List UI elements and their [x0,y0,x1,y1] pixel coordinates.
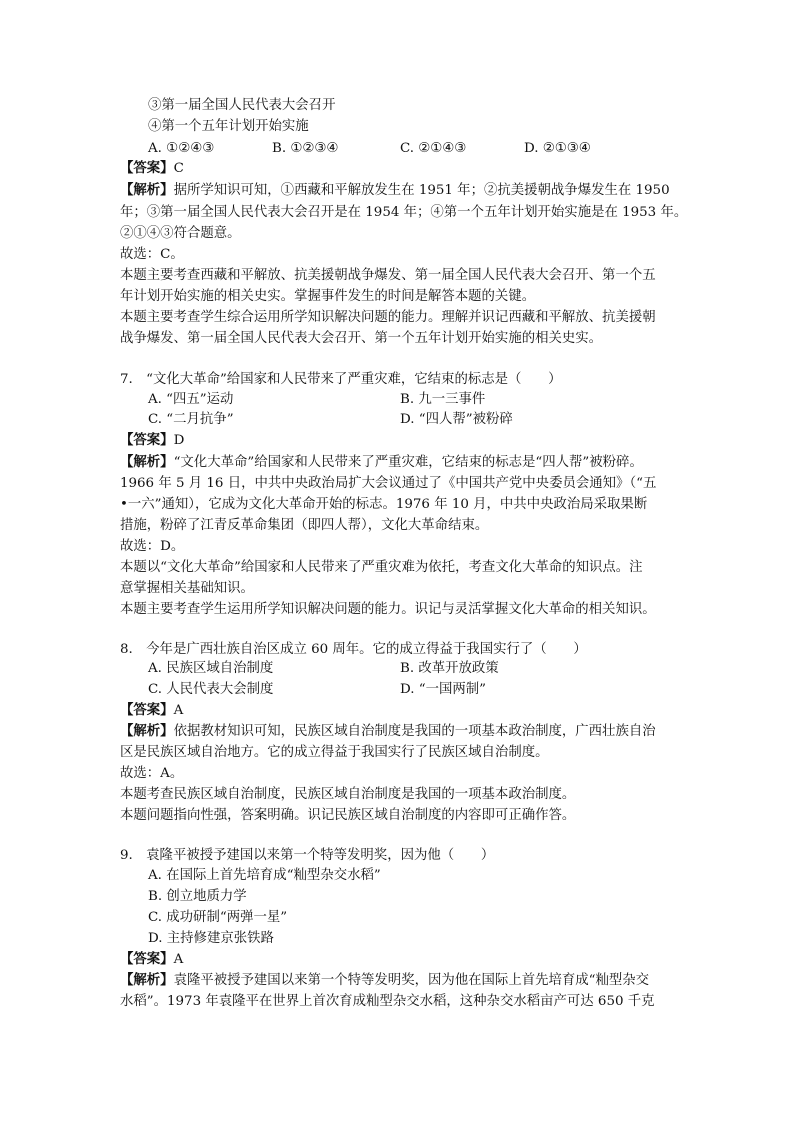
analysis-tag: 【解析】 [120,973,174,988]
q9-option-d: D. 主持修建京张铁路 [148,931,274,946]
analysis-tag: 【解析】 [120,183,174,198]
q7-answer: D [173,433,185,448]
q6-note-3: 本题主要考查学生综合运用所学知识解决问题的能力。理解并识记西藏和平解放、抗美援朝 [120,310,656,325]
q6-option-c: C. ②①④③ [400,141,467,156]
q6-note-1: 本题主要考查西藏和平解放、抗美援朝战争爆发、第一届全国人民代表大会召开、第一个五 [120,268,656,283]
q9-stem: 9. 袁隆平被授予建国以来第一个特等发明奖，因为他（ ） [120,848,495,863]
q6-analysis-line-2: 年；③第一届全国人民代表大会召开是在 1954 年；④第一个五年计划开始实施是在 1953 年。 [120,205,688,220]
q7-note-1: 本题以“文化大革命”给国家和人民带来了严重灾难为依托，考查文化大革命的知识点。注 [120,560,643,575]
q6-note-2: 年计划开始实施的相关史实。掌握事件发生的时间是解答本题的关键。 [120,289,536,304]
q9-answer-line [120,950,680,970]
q8-option-d: D. “一国两制” [400,682,487,697]
q6-note-4: 战争爆发、第一届全国人民代表大会召开、第一个五年计划开始实施的相关史实。 [120,331,603,346]
q6-answer-line [120,159,680,179]
q8-answer: A [173,703,184,718]
q7-answer-line [120,431,680,451]
q7-option-c: C. “二月抗争” [148,412,234,427]
q6-option-d: D. ②①③④ [524,141,591,156]
analysis-tag: 【解析】 [120,455,174,470]
q8-option-b: B. 改革开放政策 [400,661,499,676]
q6-answer: C [173,161,184,176]
q7-option-b: B. 九一三事件 [400,392,486,407]
q8-note-2: 本题问题指向性强，答案明确。识记民族区域自治制度的内容即可正确作答。 [120,808,576,823]
q9-answer: A [173,952,184,967]
answer-tag: 【答案】 [120,703,174,718]
q7-analysis-line-3: •一六”通知），它成为文化大革命开始的标志。1976 年 10 月，中共中央政治局采取果断 [120,497,648,512]
answer-tag: 【答案】 [120,433,174,448]
q8-analysis-line-2: 区是民族区域自治地方。它的成立得益于我国实行了民族区域自治制度。 [120,745,549,760]
q7-choice: 故选：D。 [120,539,185,554]
q8-analysis-line-1: 【解析】依据教材知识可知，民族区域自治制度是我国的一项基本政治制度，广西壮族自治 [120,724,656,739]
q6-option-b: B. ①②③④ [272,141,339,156]
q8-stem: 8. 今年是广西壮族自治区成立 60 周年。它的成立得益于我国实行了（ ） [120,642,587,657]
q6-analysis-line-1: 【解析】据所学知识可知，①西藏和平解放发生在 1951 年；②抗美援朝战争爆发生在 1950 [120,183,670,198]
q6-choice: 故选：C。 [120,247,184,262]
q9-analysis-line-2: 水稻”。1973 年袁隆平在世界上首次育成籼型杂交水稻，这种杂交水稻亩产可达 650 千克 [120,994,655,1009]
q7-analysis-line-1: 【解析】“文化大革命”给国家和人民带来了严重灾难，它结束的标志是“四人帮”被粉碎。 [120,455,643,470]
q9-option-c: C. 成功研制“两弹一星” [148,910,288,925]
q9-option-b: B. 创立地质力学 [148,889,247,904]
answer-tag: 【答案】 [120,161,174,176]
q9-option-a: A. 在国际上首先培育成“籼型杂交水稻” [148,868,381,883]
q7-note-3: 本题主要考查学生运用所学知识解决问题的能力。识记与灵活掌握文化大革命的相关知识。 [120,602,656,617]
q7-stem: 7. “文化大革命”给国家和人民带来了严重灾难，它结束的标志是（ ） [120,372,562,387]
q6-option-a: A. ①②④③ [148,141,215,156]
q8-answer-line [120,701,680,721]
q6-item-4: ④第一个五年计划开始实施 [148,119,309,134]
q8-option-a: A. 民族区域自治制度 [148,661,274,676]
q7-analysis-line-4: 措施，粉碎了江青反革命集团（即四人帮），文化大革命结束。 [120,518,489,533]
q7-option-d: D. “四人帮”被粉碎 [400,412,513,427]
q8-note-1: 本题考查民族区域自治制度，民族区域自治制度是我国的一项基本政治制度。 [120,787,576,802]
q7-option-a: A. “四五”运动 [148,392,234,407]
answer-tag: 【答案】 [120,952,174,967]
q8-option-c: C. 人民代表大会制度 [148,682,274,697]
q8-choice: 故选：A。 [120,766,184,781]
q6-analysis-line-3: ②①④③符合题意。 [120,226,241,241]
analysis-tag: 【解析】 [120,724,174,739]
q9-analysis-line-1: 【解析】袁隆平被授予建国以来第一个特等发明奖，因为他在国际上首先培育成“籼型杂交 [120,973,650,988]
q7-note-2: 意掌握相关基础知识。 [120,581,254,596]
q6-item-3: ③第一届全国人民代表大会召开 [148,98,336,113]
q7-analysis-line-2: 1966 年 5 月 16 日，中共中央政治局扩大会议通过了《中国共产党中央委员会通知》（“五 [120,476,657,491]
